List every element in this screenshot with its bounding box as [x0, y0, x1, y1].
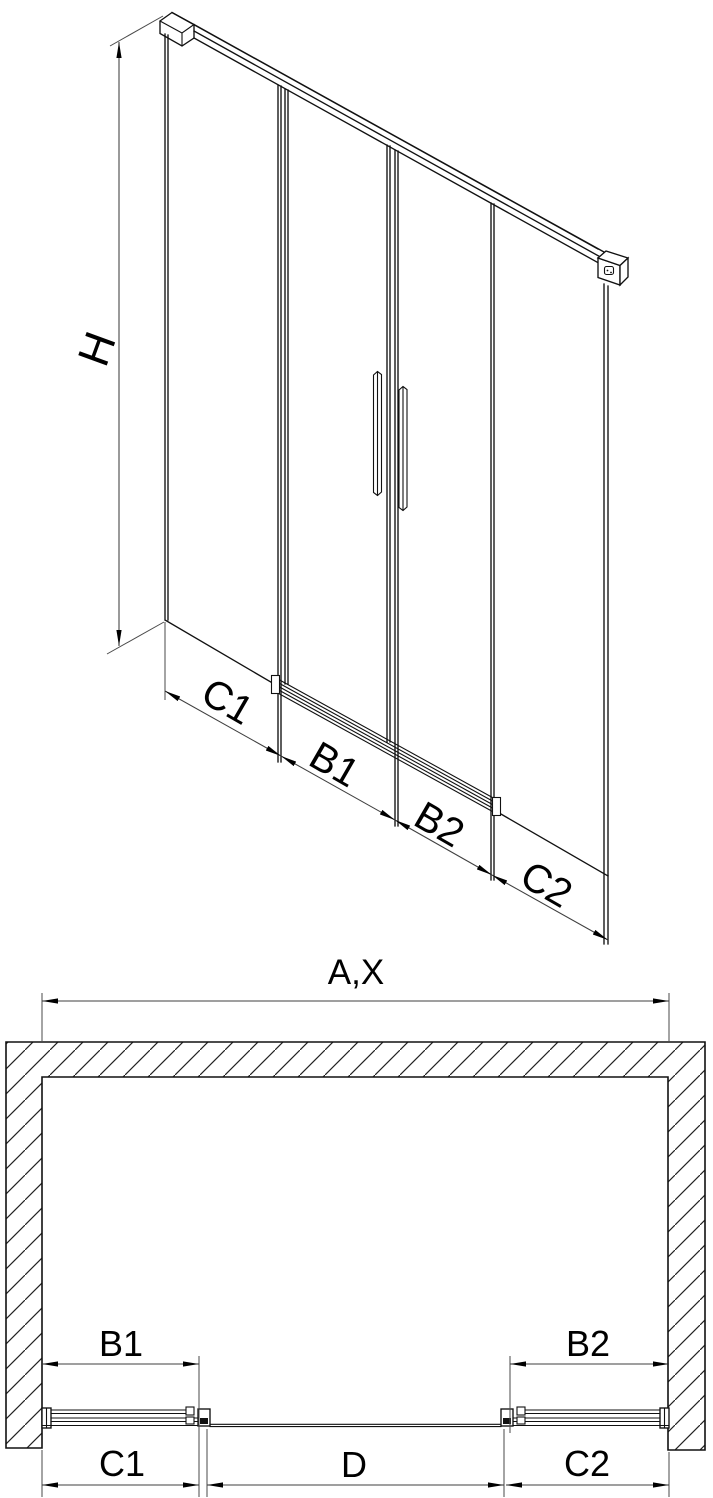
- left-door-assembly-plan: [42, 1407, 210, 1428]
- label-c1-plan: C1: [98, 1443, 146, 1484]
- walls: [6, 1042, 705, 1450]
- dimension-b2-plan: [510, 1323, 669, 1433]
- label-ax: A,X: [327, 953, 385, 992]
- dimension-b1-plan: [42, 1323, 199, 1433]
- label-c2-iso: C2: [513, 853, 580, 917]
- left-rails: [42, 1410, 210, 1426]
- end-cap-screw: [607, 270, 609, 272]
- right-door-assembly-plan: [501, 1407, 669, 1428]
- plan-view: [6, 953, 705, 1497]
- fixed-left-right-edge: [278, 85, 281, 762]
- fixed-panel-left-edges: [165, 34, 281, 688]
- middle-track-line: [210, 1424, 501, 1426]
- right-rails: [501, 1410, 669, 1426]
- fixed-panel-right-edges: [604, 284, 608, 944]
- bottom-track: [272, 676, 501, 816]
- h-extension-lines: [107, 16, 164, 654]
- left-roller-clip-bottom: [186, 1417, 194, 1424]
- label-b1-iso: B1: [302, 733, 367, 797]
- dimension-c1-plan: [42, 1430, 199, 1497]
- label-b2-iso: B2: [407, 793, 472, 857]
- label-c1-iso: C1: [194, 670, 261, 734]
- dimension-c2-plan: [506, 1443, 669, 1497]
- track-bracket-left: [272, 676, 280, 694]
- door2-left-edge: [395, 150, 398, 826]
- left-roller-clip-top: [186, 1407, 194, 1415]
- right-roller-clip-bottom: [517, 1417, 525, 1424]
- wall-section: [6, 1042, 705, 1450]
- top-rail: [160, 13, 628, 286]
- door1-left-edge: [285, 89, 288, 684]
- dimension-h: [69, 16, 164, 654]
- right-roller-clip-top: [517, 1407, 525, 1415]
- dimension-ax: [42, 953, 669, 1042]
- door2-right-edge: [491, 203, 494, 880]
- label-d-plan: D: [341, 1444, 367, 1485]
- label-c2-plan: C2: [563, 1443, 611, 1484]
- label-b1-plan: B1: [98, 1323, 144, 1364]
- isometric-view: [69, 13, 628, 945]
- dimension-d-plan: [207, 1429, 504, 1497]
- rail-end-cap: [598, 251, 628, 285]
- label-b2-plan: B2: [565, 1323, 611, 1364]
- track-bracket-right: [493, 798, 501, 816]
- label-h: H: [68, 325, 126, 373]
- rail-beam: [172, 13, 604, 267]
- left-end-bracket-block: [200, 1418, 208, 1424]
- door1-right-edge: [387, 145, 390, 742]
- ax-extension-lines: [42, 993, 669, 1042]
- glass-panels: [165, 34, 608, 944]
- end-cap-screw: [610, 272, 612, 274]
